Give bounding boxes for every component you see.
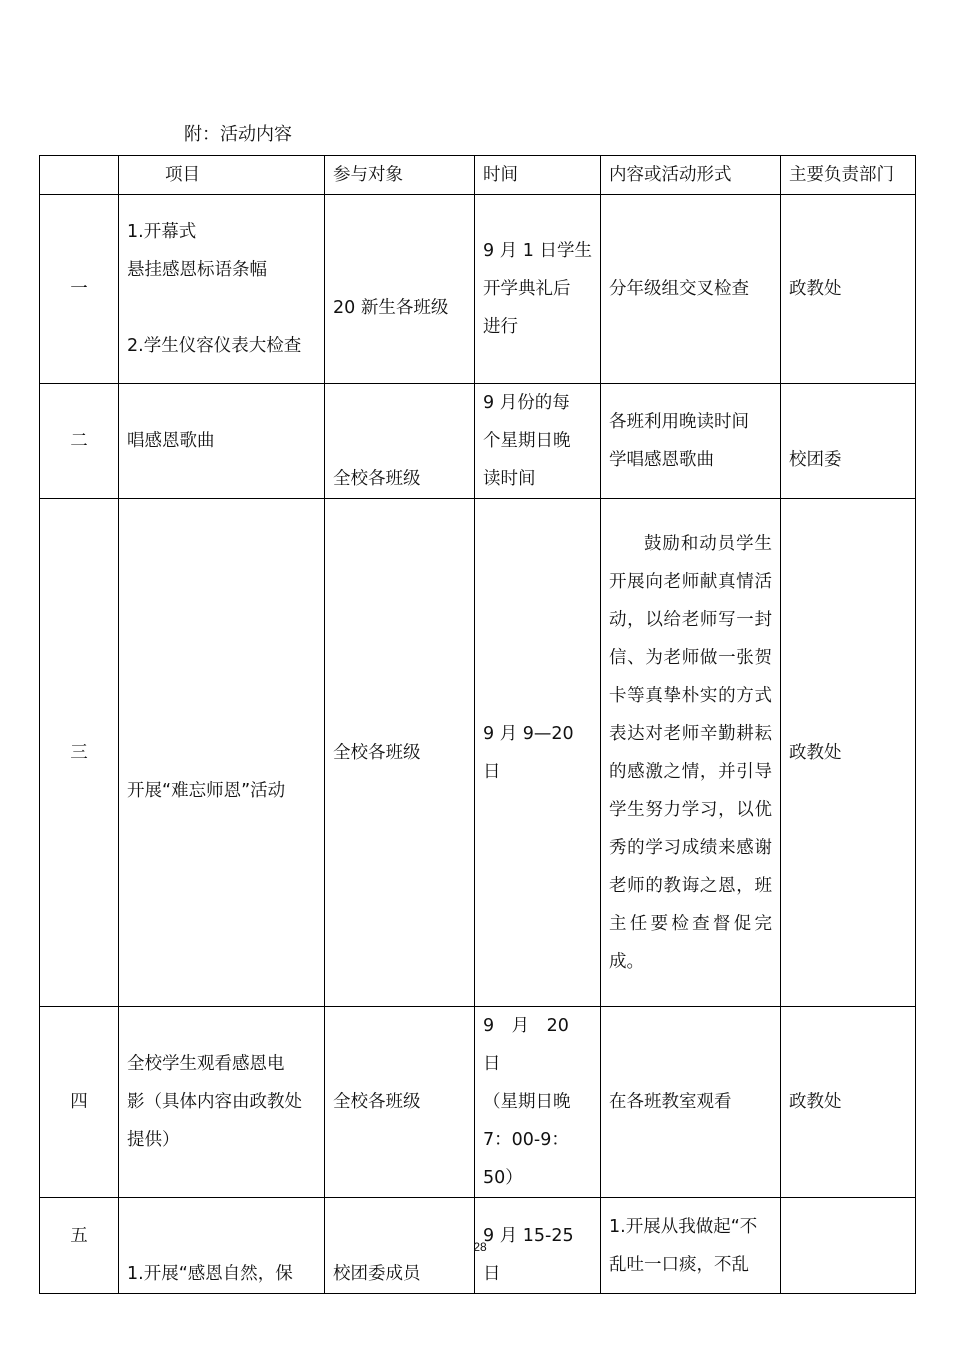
item-text: 1.开展“感恩自然，保 [127, 1264, 293, 1284]
item-cell [119, 499, 325, 1007]
target-cell: 全校各班级 [325, 1007, 475, 1198]
table-row [40, 384, 916, 499]
content-line: 1.开展从我做起“不 [609, 1216, 758, 1237]
item-line: 提供） [127, 1130, 180, 1150]
header-cell-time: 时间 [475, 156, 601, 195]
item-line: 影（具体内容由政教处 [127, 1092, 302, 1112]
time-line: 读时间 [483, 469, 536, 489]
time-line: 9 月份的每 [483, 393, 570, 413]
dept-text: 校团委 [789, 450, 842, 470]
time-cell: 9 月 9—20 日 [475, 499, 601, 1007]
content-cell: 鼓励和动员学生开展向老师献真情活动，以给老师写一封信、为老师做一张贺卡等真挚朴实的方式表达对老师辛勤耕耘的感激之情，并引导学生努力学习，以优秀的学习成绩来感谢老师的教诲之恩，班主任要检查督促完成。 [601, 499, 781, 1007]
item-text: 开展“难忘师恩”活动 [127, 780, 286, 801]
item-cell [119, 195, 325, 384]
row-number: 四 [40, 1007, 119, 1198]
activity-table [39, 155, 916, 1294]
time-line: 个星期日晚 [483, 431, 571, 451]
table-row [40, 1007, 916, 1198]
dept-cell: 政教处 [781, 499, 916, 1007]
content-line: 乱吐一口痰，不乱 [609, 1254, 749, 1275]
time-line: 开学典礼后 [483, 279, 571, 299]
header-cell-item: 项目 [119, 156, 325, 195]
page-number: 28 [473, 1240, 487, 1254]
item-line: 悬挂感恩标语条幅 [127, 260, 267, 280]
target-text: 校团委成员 [333, 1264, 421, 1284]
table-row [40, 499, 916, 1007]
time-cell [475, 1007, 601, 1198]
content-cell: 在各班教室观看 [601, 1007, 781, 1198]
time-cell: 9 月 15-25 日 [475, 1198, 601, 1294]
target-text: 20 新生各班级 [333, 298, 449, 318]
time-line: 9 月 1 日学生 [483, 241, 592, 261]
row-number: 一 [40, 195, 119, 384]
item-line: 1.开幕式 [127, 222, 197, 242]
content-cell [601, 384, 781, 499]
item-line: 2.学生仪容仪表大检查 [127, 336, 302, 356]
page-heading: 附：活动内容 [184, 124, 292, 145]
time-line: （星期日晚 [483, 1092, 571, 1112]
item-cell: 唱感恩歌曲 [119, 384, 325, 499]
row-number: 二 [40, 384, 119, 499]
target-text: 全校各班级 [333, 469, 421, 489]
dept-cell: 政教处 [781, 1007, 916, 1198]
content-line: 各班利用晚读时间 [609, 412, 749, 432]
header-cell-target: 参与对象 [325, 156, 475, 195]
table-row [40, 195, 916, 384]
item-cell [119, 1007, 325, 1198]
content-cell: 分年级组交叉检查 [601, 195, 781, 384]
target-cell [325, 195, 475, 384]
row-number: 五 [40, 1198, 119, 1294]
dept-cell [781, 384, 916, 499]
time-line: 进行 [483, 317, 518, 337]
item-line: 全校学生观看感恩电 [127, 1054, 285, 1074]
content-line: 学唱感恩歌曲 [609, 450, 714, 470]
target-cell [325, 384, 475, 499]
row-number: 三 [40, 499, 119, 1007]
header-cell-index [40, 156, 119, 195]
time-cell [475, 384, 601, 499]
time-cell [475, 195, 601, 384]
header-cell-content: 内容或活动形式 [601, 156, 781, 195]
time-line: 9 月 20 日 [483, 1016, 587, 1074]
header-cell-dept: 主要负责部门 [781, 156, 916, 195]
dept-cell: 政教处 [781, 195, 916, 384]
table-header-row [40, 156, 916, 195]
time-line: 7：00-9：50） [483, 1130, 569, 1188]
target-cell: 全校各班级 [325, 499, 475, 1007]
